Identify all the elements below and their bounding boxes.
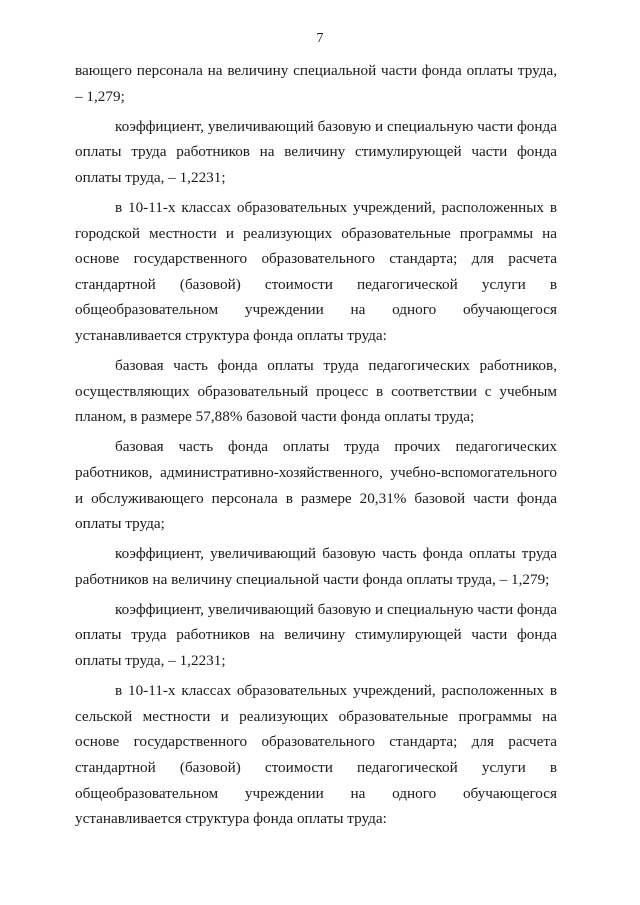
paragraph: в 10-11-х классах образовательных учреждений, расположенных в городской местности и реализующих образовательные программы на основе государственного образовательного стандарта; для расчета стандартной (базовой) стоимости педагогической услуги в общеобразовательном учреждении на одного обучающегося устанавливается структура фонда оплаты труда: [75,198,557,344]
paragraph: базовая часть фонда оплаты труда педагогических работников, осуществляющих образовательный процесс в соответствии с учебным планом, в размере 57,88% базовой части фонда оплаты труда; [75,357,557,426]
paragraph-continuation: вающего персонала на величину специальной части фонда оплаты труда, – 1,279; [75,62,557,105]
page-number: 7 [316,31,324,46]
paragraph: базовая часть фонда оплаты труда прочих педагогических работников, административно-хозяйственного, учебно-вспомогательного и обслуживающего персонала в размере 20,31% базовой части фонда оплаты труда; [75,438,557,533]
paragraph: коэффициент, увеличивающий базовую часть фонда оплаты труда работников на величину специальной части фонда оплаты труда, – 1,279; [75,545,557,588]
paragraph: коэффициент, увеличивающий базовую и специальную части фонда оплаты труда работников на величину стимулирующей части фонда оплаты труда, – 1,2231; [75,600,557,670]
paragraph: коэффициент, увеличивающий базовую и специальную части фонда оплаты труда работников на величину стимулирующей части фонда оплаты труда, – 1,2231; [75,117,557,186]
document-body [75,58,557,836]
paragraph: в 10-11-х классах образовательных учреждений, расположенных в сельской местности и реализующих образовательные программы на основе государственного образовательного стандарта; для расчета стандартной (базовой) стоимости педагогической услуги в общеобразовательном учреждении на одного обучающегося устанавливается структура фонда оплаты труда: [75,682,557,828]
